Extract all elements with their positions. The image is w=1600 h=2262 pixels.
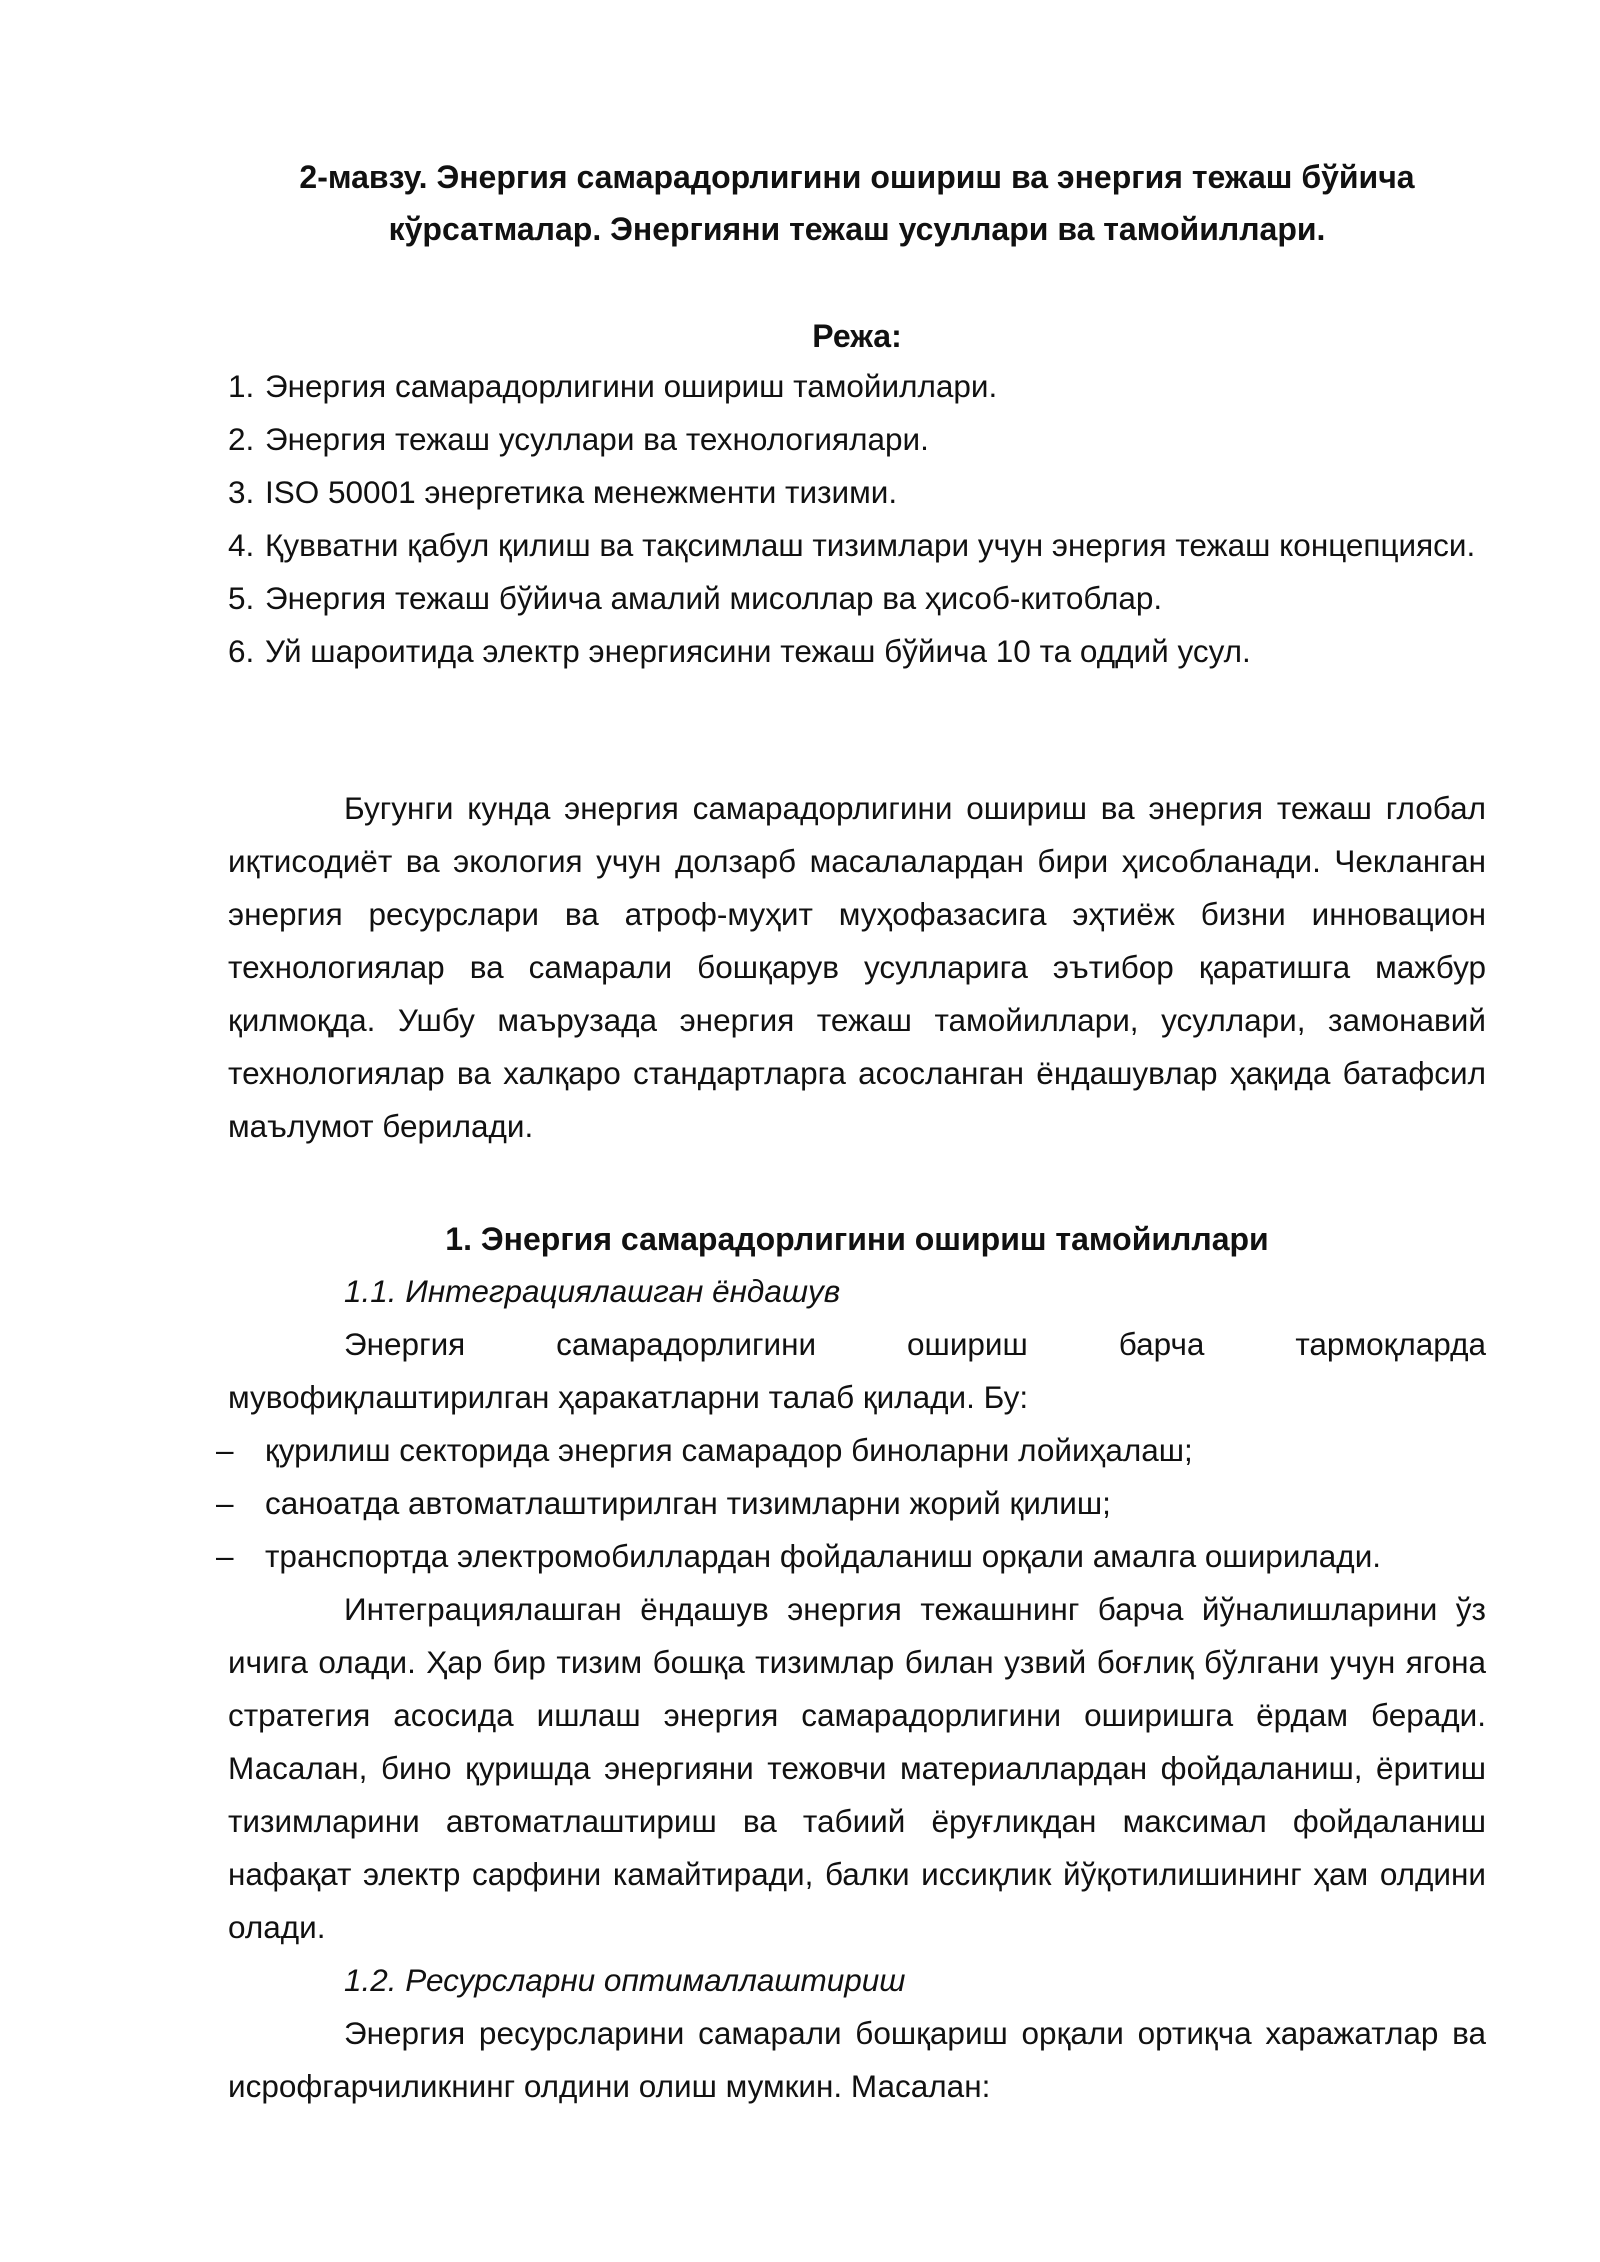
plan-item	[228, 466, 1486, 519]
subsection-heading: 1.1. Интеграциялашган ёндашув	[344, 1273, 841, 1309]
subsection-heading: 1.2. Ресурсларни оптималлаштириш	[344, 1962, 906, 1998]
section-heading: 1. Энергия самарадорлигини ошириш тамойиллари	[445, 1221, 1269, 1257]
bullet-item	[216, 1530, 1486, 1583]
plan-item	[228, 572, 1486, 625]
plan-item-number: 5.	[228, 580, 255, 616]
title-line-1: 2-мавзу. Энергия самарадорлигини ошириш ва энергия тежаш бўйича	[299, 159, 1415, 195]
plan-item-number: 4.	[228, 527, 255, 563]
bullet-item	[216, 1424, 1486, 1477]
plan-item-text: Уй шароитида электр энергиясини тежаш бўйича 10 та оддий усул.	[265, 633, 1251, 669]
dash-bullet-icon: –	[216, 1432, 234, 1468]
body-paragraph: Интеграциялашган ёндашув энергия тежашнинг барча йўналишларини ўз ичига олади. Ҳар бир тизим бошқа тизимлар билан узвий боғлиқ бўлгани учун ягона стратегия асосида ишлаш энергия самарадорлигини оширишга ёрдам беради. Масалан, бино қуришда энергияни тежовчи материаллардан фойдаланиш, ёритиш тизимларини автоматлаштириш ва табиий ёруғликдан максимал фойдаланиш нафақат электр сарфини камайтиради, балки иссиқлик йўқотилишининг ҳам олдини олади.	[228, 1591, 1486, 1945]
bullet-text: транспортда электромобиллардан фойдаланиш орқали амалга оширилади.	[265, 1538, 1382, 1574]
body-paragraph: Энергия ресурсларини самарали бошқариш орқали ортиқча харажатлар ва исрофгарчиликнинг олдини олиш мумкин. Масалан:	[228, 2015, 1486, 2104]
plan-item	[228, 625, 1486, 678]
body-paragraph: Энергия самарадорлигини ошириш барча тармоқларда мувофиқлаштирилган ҳаракатларни талаб қилади. Бу:	[228, 1326, 1486, 1415]
plan-item	[228, 519, 1486, 572]
plan-item	[228, 413, 1486, 466]
plan-item-text: Энергия тежаш бўйича амалий мисоллар ва ҳисоб-китоблар.	[265, 580, 1163, 616]
dash-bullet-icon: –	[216, 1485, 234, 1521]
plan-list	[228, 360, 1486, 678]
plan-heading: Режа:	[812, 318, 902, 354]
intro-section	[228, 782, 1486, 1153]
plan-item-number: 2.	[228, 421, 255, 457]
plan-item-text: Энергия самарадорлигини ошириш тамойиллари.	[265, 368, 998, 404]
plan-item-number: 3.	[228, 474, 255, 510]
plan-item-number: 6.	[228, 633, 255, 669]
bullet-item	[216, 1477, 1486, 1530]
document-title	[228, 151, 1486, 255]
plan-item-number: 1.	[228, 368, 255, 404]
bullet-text: қурилиш секторида энергия самарадор биноларни лойиҳалаш;	[265, 1432, 1193, 1468]
intro-paragraph: Бугунги кунда энергия самарадорлигини ошириш ва энергия тежаш глобал иқтисодиёт ва экология учун долзарб масалалардан бири ҳисобланади. Чекланган энергия ресурслари ва атроф-муҳит муҳофазасига эҳтиёж бизни инновацион технологиялар ва самарали бошқарув усулларига эътибор қаратишга мажбур қилмоқда. Ушбу маърузада энергия тежаш тамойиллари, усуллари, замонавий технологиялар ва халқаро стандартларга асосланган ёндашувлар ҳақида батафсил маълумот берилади.	[228, 790, 1486, 1144]
plan-item-text: Қувватни қабул қилиш ва тақсимлаш тизимлари учун энергия тежаш концепцияси.	[265, 527, 1476, 563]
plan-item-text: ISO 50001 энергетика менежменти тизими.	[265, 474, 898, 510]
dash-bullet-icon: –	[216, 1538, 234, 1574]
section-body	[216, 1265, 1486, 2113]
plan-item-text: Энергия тежаш усуллари ва технологиялари.	[265, 421, 929, 457]
title-line-2: кўрсатмалар. Энергияни тежаш усуллари ва тамойиллари.	[388, 211, 1326, 247]
plan-item	[228, 360, 1486, 413]
bullet-text: саноатда автоматлаштирилган тизимларни жорий қилиш;	[265, 1485, 1111, 1521]
